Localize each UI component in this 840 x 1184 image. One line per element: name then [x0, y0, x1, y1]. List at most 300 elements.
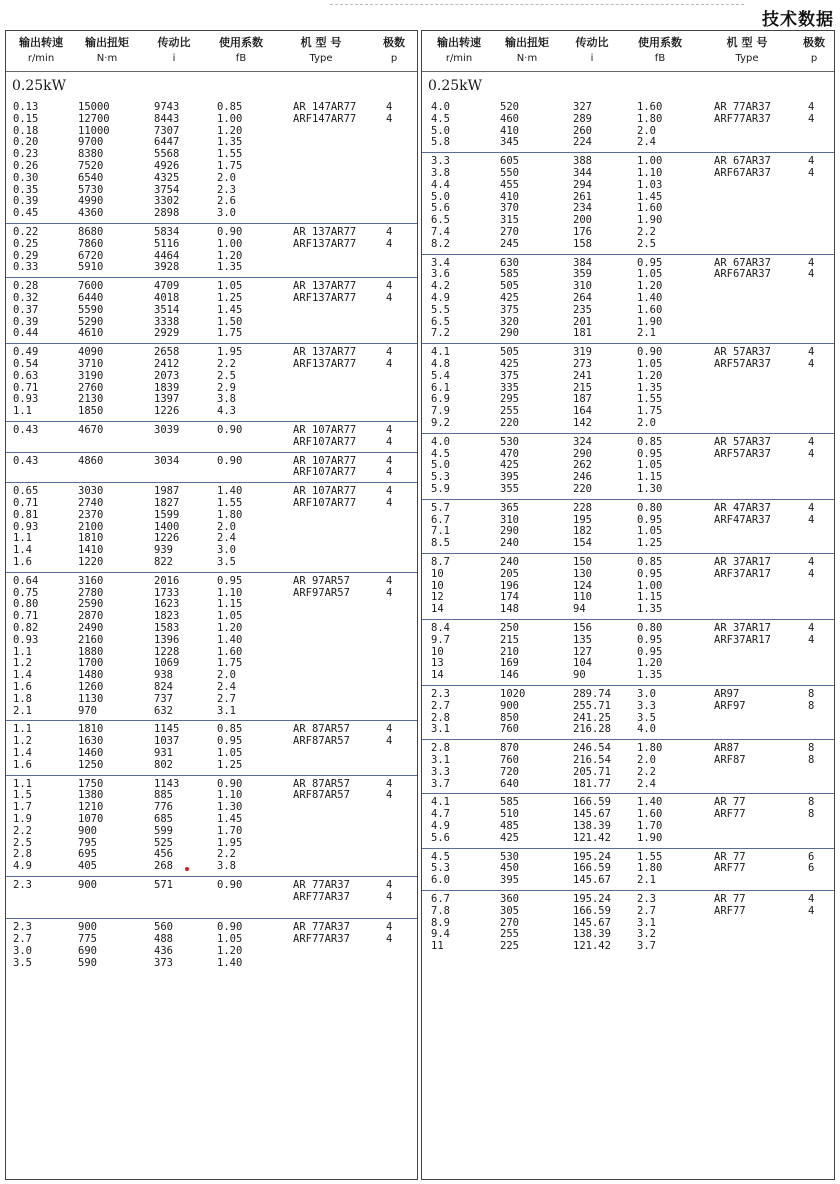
spec-group — [422, 554, 834, 620]
ratio-cell: 228 — [573, 501, 592, 514]
ratio-cell: 3039 — [154, 423, 180, 436]
table-row — [422, 317, 834, 329]
model-type-flange: ARF47AR37 — [714, 513, 771, 526]
poles-cell: 4 — [386, 574, 393, 587]
torque-cell: 530 — [500, 850, 519, 863]
speed-cell: 2.1 — [13, 704, 32, 717]
table-row — [422, 833, 834, 845]
torque-cell: 1250 — [78, 758, 104, 771]
torque-cell: 695 — [78, 848, 97, 861]
speed-cell: 0.54 — [13, 357, 39, 370]
torque-cell: 1700 — [78, 657, 104, 670]
torque-cell: 15000 — [78, 101, 110, 113]
speed-cell: 0.75 — [13, 586, 39, 599]
service-factor-cell: 0.85 — [217, 101, 243, 113]
torque-cell: 5290 — [78, 315, 104, 328]
table-row — [6, 736, 417, 748]
ratio-cell: 4464 — [154, 249, 180, 262]
page-title: 技术数据 — [762, 10, 834, 30]
torque-cell: 520 — [500, 101, 519, 113]
ratio-cell: 327 — [573, 101, 592, 113]
speed-cell: 8.9 — [431, 916, 450, 929]
torque-cell: 315 — [500, 214, 519, 227]
torque-cell: 1480 — [78, 669, 104, 682]
ratio-cell: 135 — [573, 633, 592, 646]
service-factor-cell: 2.1 — [637, 874, 656, 887]
service-factor-cell: 1.15 — [637, 591, 663, 604]
torque-cell: 2160 — [78, 633, 104, 646]
torque-cell: 295 — [500, 393, 519, 406]
torque-cell: 405 — [78, 860, 97, 873]
table-row — [6, 748, 417, 760]
speed-cell: 6.5 — [431, 214, 450, 227]
service-factor-cell: 1.60 — [637, 303, 663, 316]
speed-cell: 2.2 — [13, 824, 32, 837]
speed-cell: 1.4 — [13, 544, 32, 557]
model-type: AR 107AR77 — [293, 485, 357, 498]
speed-cell: 3.3 — [431, 155, 450, 168]
speed-cell: 0.15 — [13, 112, 39, 125]
table-row — [422, 394, 834, 406]
ratio-cell: 264 — [573, 291, 592, 304]
table-row — [6, 802, 417, 814]
ratio-cell: 224 — [573, 136, 592, 149]
speed-cell: 0.39 — [13, 195, 39, 208]
model-type-flange: ARF107AR77 — [293, 466, 357, 479]
table-row — [422, 347, 834, 359]
model-type: AR 77 — [714, 796, 746, 809]
torque-cell: 4670 — [78, 423, 104, 436]
service-factor-cell: 1.60 — [217, 645, 243, 658]
service-factor-cell: 1.55 — [217, 148, 243, 161]
ratio-cell: 1733 — [154, 586, 180, 599]
torque-cell: 12700 — [78, 112, 110, 125]
ratio-cell: 571 — [154, 878, 173, 891]
service-factor-cell: 1.55 — [217, 496, 243, 509]
torque-cell: 485 — [500, 819, 519, 832]
torque-cell: 585 — [500, 268, 519, 281]
torque-cell: 690 — [78, 944, 97, 957]
ratio-cell: 525 — [154, 836, 173, 849]
header-poles: 极数 — [803, 36, 825, 49]
torque-cell: 4090 — [78, 346, 104, 359]
ink-mark — [185, 867, 189, 871]
service-factor-cell: 1.80 — [217, 508, 243, 521]
speed-cell: 12 — [431, 591, 444, 604]
service-factor-cell: 2.0 — [217, 669, 236, 682]
poles-cell: 6 — [808, 862, 815, 875]
model-type: AR 47AR37 — [714, 501, 771, 514]
poles-cell: 4 — [808, 357, 815, 370]
torque-cell: 6720 — [78, 249, 104, 262]
ratio-cell: 127 — [573, 645, 592, 658]
speed-cell: 3.0 — [13, 944, 32, 957]
torque-cell: 225 — [500, 940, 519, 953]
torque-cell: 720 — [500, 765, 519, 778]
speed-cell: 3.7 — [431, 777, 450, 790]
table-row — [422, 604, 834, 616]
spec-group — [6, 776, 417, 877]
ratio-cell: 359 — [573, 268, 592, 281]
service-factor-cell: 2.0 — [217, 520, 236, 533]
table-row — [422, 126, 834, 138]
speed-cell: 6.9 — [431, 393, 450, 406]
service-factor-cell: 1.35 — [217, 136, 243, 149]
ratio-cell: 216.28 — [573, 723, 611, 736]
speed-cell: 10 — [431, 579, 444, 592]
speed-cell: 5.5 — [431, 303, 450, 316]
torque-cell: 510 — [500, 808, 519, 821]
spec-group — [422, 153, 834, 254]
table-row — [422, 755, 834, 767]
table-row — [6, 208, 417, 220]
table-row — [6, 724, 417, 736]
torque-cell: 1880 — [78, 645, 104, 658]
table-row — [6, 533, 417, 545]
model-type: AR 67AR37 — [714, 256, 771, 269]
ratio-cell: 235 — [573, 303, 592, 316]
torque-cell: 410 — [500, 190, 519, 203]
header-ratio-unit: i — [172, 53, 176, 64]
service-factor-cell: 0.95 — [637, 645, 663, 658]
torque-cell: 425 — [500, 291, 519, 304]
poles-cell: 4 — [386, 723, 393, 736]
service-factor-cell: 1.95 — [217, 836, 243, 849]
speed-cell: 0.63 — [13, 369, 39, 382]
torque-cell: 250 — [500, 621, 519, 634]
header-type-unit: Type — [309, 53, 333, 64]
torque-cell: 2760 — [78, 381, 104, 394]
model-type: AR 87AR57 — [293, 777, 350, 790]
ratio-cell: 5834 — [154, 226, 180, 238]
spec-group — [6, 919, 417, 973]
ratio-cell: 187 — [573, 393, 592, 406]
ratio-cell: 2073 — [154, 369, 180, 382]
speed-cell: 14 — [431, 669, 444, 682]
header-speed: 输出转速 — [19, 36, 63, 49]
speed-cell: 6.1 — [431, 381, 450, 394]
torque-cell: 970 — [78, 704, 97, 717]
model-type: AR97 — [714, 687, 740, 700]
ratio-cell: 246 — [573, 471, 592, 484]
service-factor-cell: 1.40 — [217, 633, 243, 646]
table-row — [422, 689, 834, 701]
torque-cell: 1380 — [78, 789, 104, 802]
speed-cell: 0.18 — [13, 124, 39, 137]
model-type-flange: ARF87AR57 — [293, 735, 350, 748]
ratio-cell: 1397 — [154, 393, 180, 406]
poles-cell: 4 — [808, 567, 815, 580]
table-row — [6, 383, 417, 395]
model-type: AR 57AR37 — [714, 435, 771, 448]
torque-cell: 3160 — [78, 574, 104, 587]
table-row — [422, 192, 834, 204]
poles-cell: 4 — [808, 346, 815, 359]
torque-cell: 146 — [500, 669, 519, 682]
torque-cell: 1630 — [78, 735, 104, 748]
speed-cell: 1.1 — [13, 723, 32, 736]
torque-cell: 270 — [500, 916, 519, 929]
ratio-cell: 166.59 — [573, 862, 611, 875]
torque-cell: 900 — [78, 921, 97, 934]
poles-cell: 4 — [386, 789, 393, 802]
right-data-table — [421, 30, 835, 1180]
speed-cell: 1.4 — [13, 746, 32, 759]
header-poles-unit: p — [390, 53, 398, 64]
model-type: AR 37AR17 — [714, 621, 771, 634]
ratio-cell: 255.71 — [573, 699, 611, 712]
ratio-cell: 384 — [573, 256, 592, 269]
model-type: AR 77AR37 — [714, 101, 771, 113]
table-row — [422, 371, 834, 383]
torque-cell: 1260 — [78, 680, 104, 693]
speed-cell: 3.3 — [431, 765, 450, 778]
table-row — [422, 328, 834, 340]
torque-cell: 775 — [78, 933, 97, 946]
speed-cell: 2.3 — [13, 921, 32, 934]
table-row — [6, 305, 417, 317]
table-row — [6, 161, 417, 173]
service-factor-cell: 3.3 — [637, 699, 656, 712]
speed-cell: 10 — [431, 645, 444, 658]
ratio-cell: 110 — [573, 591, 592, 604]
model-type-flange: ARF77AR37 — [293, 933, 350, 946]
ratio-cell: 181 — [573, 327, 592, 340]
service-factor-cell: 3.2 — [637, 928, 656, 941]
torque-cell: 590 — [78, 956, 97, 969]
speed-cell: 1.1 — [13, 645, 32, 658]
ratio-cell: 1400 — [154, 520, 180, 533]
service-factor-cell: 2.3 — [217, 183, 236, 196]
service-factor-cell: 1.05 — [637, 525, 663, 538]
speed-cell: 3.5 — [13, 956, 32, 969]
ratio-cell: 1827 — [154, 496, 180, 509]
torque-cell: 550 — [500, 166, 519, 179]
table-row — [6, 599, 417, 611]
ratio-cell: 166.59 — [573, 904, 611, 917]
table-row — [422, 647, 834, 659]
service-factor-cell: 1.75 — [637, 405, 663, 418]
ratio-cell: 7307 — [154, 124, 180, 137]
service-factor-cell: 0.95 — [217, 574, 243, 587]
table-row — [422, 460, 834, 472]
torque-cell: 335 — [500, 381, 519, 394]
speed-cell: 6.7 — [431, 513, 450, 526]
service-factor-cell: 4.0 — [637, 723, 656, 736]
service-factor-cell: 1.00 — [637, 579, 663, 592]
ratio-cell: 310 — [573, 280, 592, 293]
torque-cell: 305 — [500, 904, 519, 917]
poles-cell: 4 — [386, 280, 393, 293]
service-factor-cell: 3.8 — [217, 393, 236, 406]
table-row — [6, 557, 417, 569]
torque-cell: 270 — [500, 225, 519, 238]
header-type-unit: Type — [735, 53, 759, 64]
service-factor-cell: 1.20 — [637, 280, 663, 293]
table-row — [6, 317, 417, 329]
speed-cell: 5.0 — [431, 459, 450, 472]
table-row — [6, 958, 417, 970]
torque-cell: 1750 — [78, 777, 104, 790]
speed-cell: 4.1 — [431, 346, 450, 359]
speed-cell: 0.32 — [13, 291, 39, 304]
service-factor-cell: 3.1 — [217, 704, 236, 717]
torque-cell: 9700 — [78, 136, 104, 149]
poles-cell: 8 — [808, 808, 815, 821]
service-factor-cell: 3.5 — [637, 711, 656, 724]
table-row — [422, 305, 834, 317]
table-row — [6, 849, 417, 861]
ratio-cell: 262 — [573, 459, 592, 472]
service-factor-cell: 1.20 — [217, 249, 243, 262]
speed-cell: 4.0 — [431, 435, 450, 448]
table-row — [422, 281, 834, 293]
service-factor-cell: 1.20 — [217, 124, 243, 137]
service-factor-cell: 0.90 — [217, 423, 243, 436]
service-factor-cell: 1.25 — [217, 758, 243, 771]
torque-cell: 6540 — [78, 171, 104, 184]
poles-cell: 8 — [808, 796, 815, 809]
torque-cell: 1130 — [78, 692, 104, 705]
service-factor-cell: 2.5 — [637, 237, 656, 250]
ratio-cell: 201 — [573, 315, 592, 328]
header-torque-unit: N·m — [516, 53, 538, 64]
ratio-cell: 776 — [154, 801, 173, 814]
speed-cell: 4.5 — [431, 112, 450, 125]
ratio-cell: 145.67 — [573, 874, 611, 887]
model-type: AR 37AR17 — [714, 555, 771, 568]
torque-cell: 760 — [500, 753, 519, 766]
torque-cell: 240 — [500, 537, 519, 550]
torque-cell: 2780 — [78, 586, 104, 599]
poles-cell: 4 — [808, 435, 815, 448]
table-row — [6, 760, 417, 772]
title-dashed-rule — [330, 4, 744, 5]
spec-group — [6, 483, 417, 573]
ratio-cell: 104 — [573, 657, 592, 670]
poles-cell: 8 — [808, 742, 815, 755]
service-factor-cell: 1.80 — [637, 112, 663, 125]
service-factor-cell: 0.95 — [637, 447, 663, 460]
header-service-factor-unit: fB — [654, 53, 666, 64]
ratio-cell: 388 — [573, 155, 592, 168]
torque-cell: 360 — [500, 892, 519, 905]
service-factor-cell: 3.1 — [637, 916, 656, 929]
torque-cell: 290 — [500, 525, 519, 538]
table-row — [6, 880, 417, 892]
service-factor-cell: 1.05 — [217, 746, 243, 759]
service-factor-cell: 2.0 — [637, 416, 656, 429]
service-factor-cell: 3.0 — [637, 687, 656, 700]
table-row — [422, 293, 834, 305]
speed-cell: 7.8 — [431, 904, 450, 917]
table-row — [6, 510, 417, 522]
torque-cell: 1020 — [500, 687, 526, 700]
table-row — [6, 779, 417, 791]
table-row — [422, 269, 834, 281]
torque-cell: 470 — [500, 447, 519, 460]
service-factor-cell: 2.7 — [217, 692, 236, 705]
service-factor-cell: 2.4 — [217, 532, 236, 545]
speed-cell: 6.0 — [431, 874, 450, 887]
service-factor-cell: 0.85 — [217, 723, 243, 736]
service-factor-cell: 2.7 — [637, 904, 656, 917]
speed-cell: 0.64 — [13, 574, 39, 587]
ratio-cell: 5116 — [154, 237, 180, 250]
speed-cell: 7.1 — [431, 525, 450, 538]
model-type-flange: ARF77 — [714, 808, 746, 821]
model-type: AR 107AR77 — [293, 454, 357, 467]
service-factor-cell: 0.90 — [637, 346, 663, 359]
speed-cell: 5.9 — [431, 482, 450, 495]
speed-cell: 3.8 — [431, 166, 450, 179]
ratio-cell: 130 — [573, 567, 592, 580]
service-factor-cell: 1.10 — [217, 586, 243, 599]
table-row — [6, 658, 417, 670]
speed-cell: 1.2 — [13, 657, 32, 670]
ratio-cell: 3514 — [154, 303, 180, 316]
ratio-cell: 1623 — [154, 598, 180, 611]
ratio-cell: 3034 — [154, 454, 180, 467]
model-type: AR 147AR77 — [293, 101, 357, 113]
speed-cell: 9.4 — [431, 928, 450, 941]
service-factor-cell: 0.90 — [217, 454, 243, 467]
speed-cell: 14 — [431, 603, 444, 616]
table-row — [6, 545, 417, 557]
speed-cell: 10 — [431, 567, 444, 580]
poles-cell: 4 — [386, 878, 393, 891]
spec-group — [422, 255, 834, 345]
torque-cell: 795 — [78, 836, 97, 849]
speed-cell: 5.6 — [431, 831, 450, 844]
table-row — [6, 137, 417, 149]
speed-cell: 2.7 — [13, 933, 32, 946]
spec-group — [422, 794, 834, 848]
model-type-flange: ARF107AR77 — [293, 435, 357, 448]
spec-group — [422, 686, 834, 740]
spec-group — [422, 740, 834, 794]
table-row — [6, 682, 417, 694]
service-factor-cell: 1.05 — [637, 459, 663, 472]
ratio-cell: 195.24 — [573, 892, 611, 905]
speed-cell: 5.7 — [431, 501, 450, 514]
table-row — [422, 569, 834, 581]
poles-cell: 4 — [386, 291, 393, 304]
torque-cell: 585 — [500, 796, 519, 809]
table-row — [422, 227, 834, 239]
model-type: AR 57AR37 — [714, 346, 771, 359]
speed-cell: 4.0 — [431, 101, 450, 113]
poles-cell: 6 — [808, 850, 815, 863]
table-row — [6, 670, 417, 682]
ratio-cell: 154 — [573, 537, 592, 550]
model-type: AR 137AR77 — [293, 226, 357, 238]
speed-cell: 1.8 — [13, 692, 32, 705]
torque-cell: 7520 — [78, 159, 104, 172]
table-row — [6, 861, 417, 873]
speed-cell: 4.7 — [431, 808, 450, 821]
poles-cell: 4 — [386, 496, 393, 509]
ratio-cell: 289.74 — [573, 687, 611, 700]
poles-cell: 8 — [808, 699, 815, 712]
speed-cell: 3.4 — [431, 256, 450, 269]
model-type: AR 77AR37 — [293, 921, 350, 934]
speed-cell: 0.22 — [13, 226, 39, 238]
ratio-cell: 9743 — [154, 101, 180, 113]
table-row — [422, 623, 834, 635]
table-row — [6, 635, 417, 647]
spec-group — [422, 434, 834, 500]
